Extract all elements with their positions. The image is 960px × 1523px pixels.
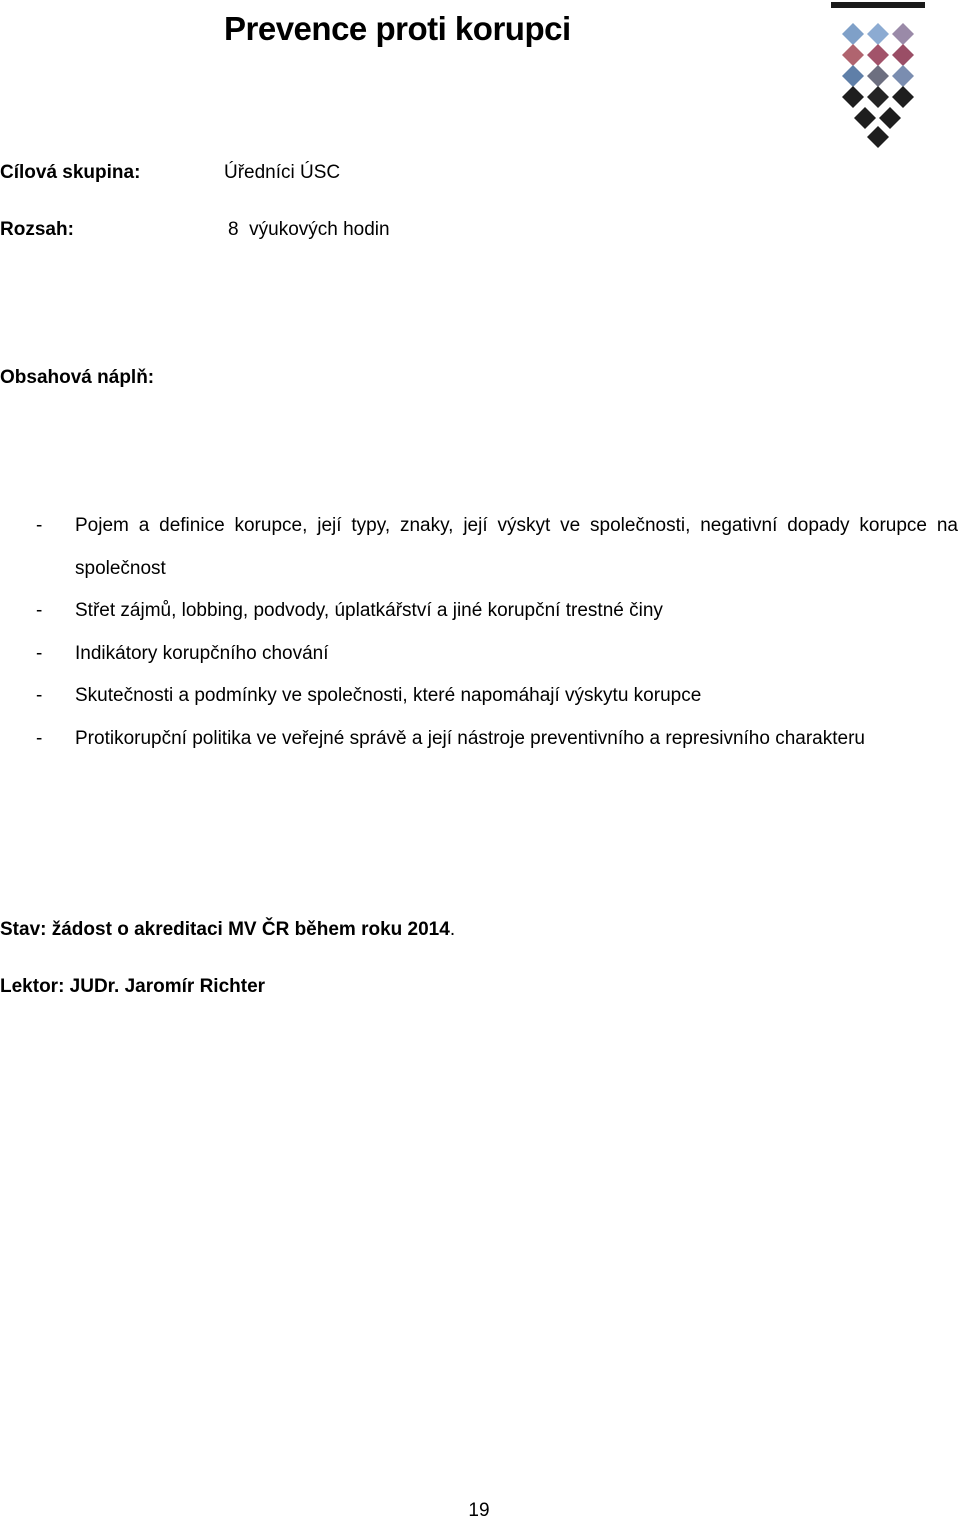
logo-diamond [842,86,864,108]
list-item-text: Indikátory korupčního chování [75,642,329,664]
logo-diamond [867,23,889,45]
logo-diamond [892,44,914,66]
page-title: Prevence proti korupci [224,10,571,47]
logo-diamond [854,107,876,129]
list-bullet: - [36,515,43,536]
list-bullet: - [36,642,43,664]
status-suffix: . [449,919,456,940]
list-item [0,633,958,676]
list-item [0,718,958,761]
lecturer-line: Lektor: JUDr. Jaromír Richter [0,976,266,997]
logo-diamond [867,126,889,148]
content-heading: Obsahová náplň: [0,367,155,388]
logo-diamond [842,65,864,87]
logo-diamond [842,23,864,45]
target-group-label: Cílová skupina: [0,162,141,183]
diamond-grid-logo [830,0,926,154]
list-item [0,675,958,718]
list-bullet: - [36,685,43,706]
content-list [0,505,958,760]
scope-label: Rozsah: [0,219,74,240]
logo-diamond [892,86,914,108]
logo-diamond [867,86,889,108]
page-number: 19 [468,1500,490,1521]
list-item-text: Pojem a definice korupce, její typy, znaky, její výskyt ve společnosti, negativní dopady korupce na společnost [75,515,958,579]
logo-top-bar [831,2,925,8]
list-item [0,505,958,590]
list-item-text: Střet zájmů, lobbing, podvody, úplatkářství a jiné korupční trestné činy [75,600,663,621]
status-line [0,919,455,941]
logo-diamond [892,23,914,45]
list-item [0,590,958,633]
logo-diamond [892,65,914,87]
list-item-text: Protikorupční politika ve veřejné správě a její nástroje preventivního a represivního charakteru [75,727,865,749]
scope-value: 8 výukových hodin [228,219,390,240]
logo-diamond [879,107,901,129]
list-bullet: - [36,600,43,621]
status-text: Stav: žádost o akreditaci MV ČR během roku 2014 [0,919,450,940]
list-bullet: - [36,727,43,749]
list-item-text: Skutečnosti a podmínky ve společnosti, které napomáhají výskytu korupce [75,685,702,706]
target-group-value: Úředníci ÚSC [224,162,341,183]
logo-diamond [842,44,864,66]
logo-diamond [867,65,889,87]
logo-diamond [867,44,889,66]
